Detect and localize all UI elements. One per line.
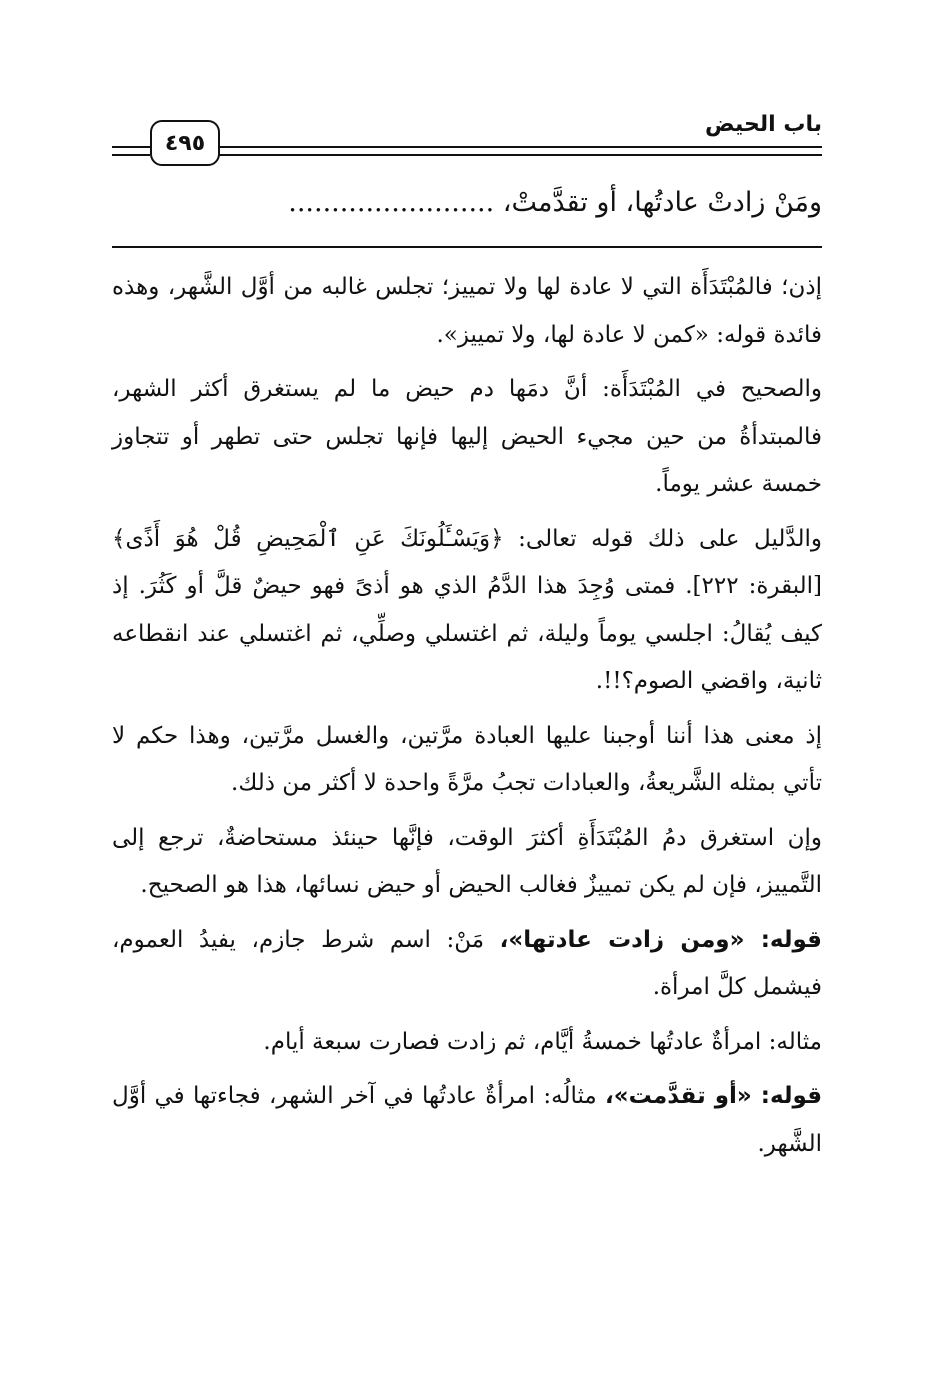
paragraph [112,1019,822,1067]
matn-quote: «أو تقدَّمت»، [605,1083,761,1109]
paragraph-text: والصحيح في المُبْتَدَأَة: أنَّ دمَها دم حيض ما لم يستغرق أكثر الشهر، فالمبتدأةُ من حين مجيء الحيض إليها فإنها تجلس حتى تطهر أو تتجاوز خمسة عشر يوماً. [112,376,822,497]
matn-divider [112,246,822,248]
paragraph-text: مَنْ: اسم شرط جازم، يفيدُ العموم، فيشمل كلَّ امرأة. [112,926,822,1000]
commentary [112,264,822,1175]
paragraph-text: مثاله: امرأةٌ عادتُها خمسةُ أيَّام، ثم زادت فصارت سبعة أيام. [263,1028,822,1055]
page-number: ٤٩٥ [150,120,220,166]
paragraph [112,917,822,1012]
paragraph [112,713,822,808]
page-header [112,112,822,168]
qawluhu-lead: قوله: [760,1083,823,1109]
paragraph [112,1073,822,1168]
paragraph [112,264,822,359]
paragraph-text: إذ معنى هذا أننا أوجبنا عليها العبادة مرَّتين، والغسل مرَّتين، وهذا حكم لا تأتي بمثله الشَّريعةُ، والعبادات تجبُ مرَّةً واحدة لا أكثر من ذلك. [112,722,822,796]
paragraph [112,516,822,706]
paragraph-text: إذن؛ فالمُبْتَدَأَة التي لا عادة لها ولا تمييز؛ تجلس غالبه من أوَّل الشَّهر، وهذه فائدة قوله: «كمن لا عادة لها، ولا تمييز». [112,274,822,348]
paragraph [112,815,822,910]
matn-text: ومَنْ زادتْ عادتُها، أو تقدَّمتْ، ........................ [288,187,822,218]
paragraph-text: مثالُه: امرأةٌ عادتُها في آخر الشهر، فجاءتها في أوَّل الشَّهر. [112,1083,822,1157]
chapter-title: باب الحيض [705,112,822,137]
qawluhu-lead: قوله: [760,926,822,953]
header-rule [217,146,822,156]
paragraph-text: وإن استغرق دمُ المُبْتَدَأَةِ أكثرَ الوقت، فإنَّها حينئذ مستحاضةٌ، ترجع إلى التَّمييز، فإن لم يكن تمييزٌ فغالب الحيض أو حيض نسائها، هذا هو الصحيح. [112,824,822,898]
paragraph-text: والدَّليل على ذلك قوله تعالى: ﴿وَيَسْـَٔلُونَكَ عَنِ ٱلْمَحِيضِ قُلْ هُوَ أَذًى﴾ [البقرة: ٢٢٢]. فمتى وُجِدَ هذا الدَّمُ الذي هو أذىً فهو حيضٌ قلَّ أو كَثُرَ. إذ كيف يُقالُ: اجلسي يوماً وليلة، ثم اغتسلي وصلِّي، ثم اغتسلي عند انقطاعه ثانية، واقضي الصوم؟!!. [112,525,823,694]
header-rule-left [112,146,150,156]
matn-quote: «ومن زادت عادتها»، [499,926,761,953]
paragraph [112,366,822,509]
